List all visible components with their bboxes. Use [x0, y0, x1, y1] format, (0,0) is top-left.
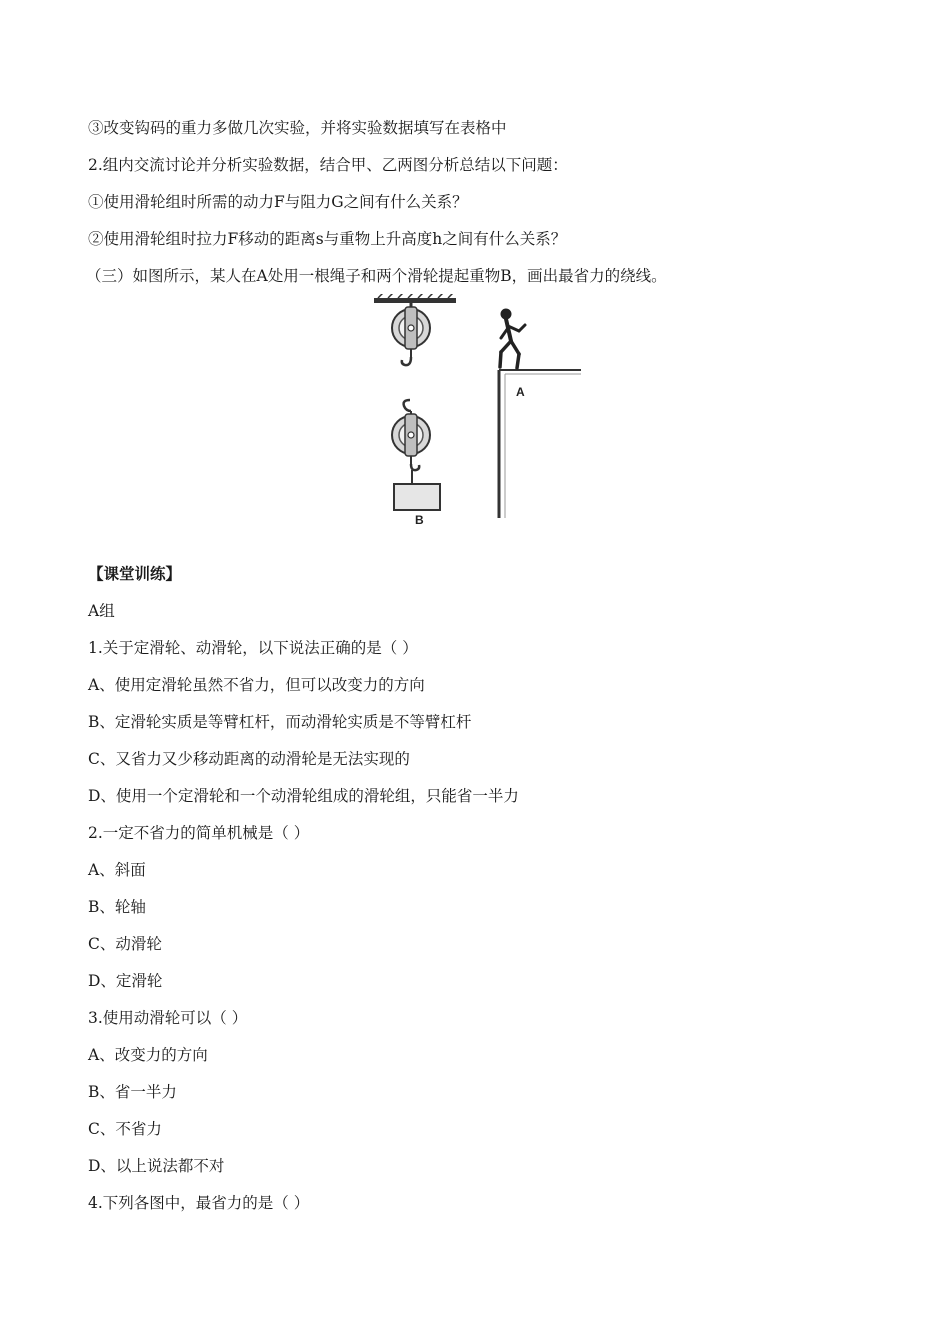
part-3-instruction: （三）如图所示，某人在A处用一根绳子和两个滑轮提起重物B，画出最省力的绕线。: [86, 267, 667, 285]
question-2-option-b: B、轮轴: [88, 898, 146, 916]
question-4-stem: 4.下列各图中，最省力的是（ ）: [88, 1194, 310, 1212]
question-3-option-d: D、以上说法都不对: [88, 1157, 225, 1175]
question-3-stem: 3.使用动滑轮可以（ ）: [88, 1009, 248, 1027]
question-force-relation: ①使用滑轮组时所需的动力F与阻力G之间有什么关系？: [88, 193, 468, 211]
question-2-option-c: C、动滑轮: [88, 935, 162, 953]
weight-b: [394, 484, 440, 527]
question-1-stem: 1.关于定滑轮、动滑轮，以下说法正确的是（ ）: [88, 639, 418, 657]
ledge: [499, 370, 581, 518]
group-label: A组: [88, 602, 115, 620]
question-3-option-b: B、省一半力: [88, 1083, 177, 1101]
label-a: A: [516, 385, 525, 399]
practice-heading: 【课堂训练】: [88, 564, 182, 583]
ceiling: [374, 294, 456, 303]
question-2-option-a: A、斜面: [88, 861, 146, 879]
question-2-option-d: D、定滑轮: [88, 972, 163, 990]
question-distance-relation: ②使用滑轮组时拉力F移动的距离s与重物上升高度h之间有什么关系？: [88, 230, 567, 248]
pulley-figure: [366, 294, 588, 530]
question-1-option-c: C、又省力又少移动距离的动滑轮是无法实现的: [88, 750, 410, 768]
step-3-text: ③改变钩码的重力多做几次实验，并将实验数据填写在表格中: [88, 119, 507, 137]
question-3-option-c: C、不省力: [88, 1120, 162, 1138]
step-2-title: 2.组内交流讨论并分析实验数据，结合甲、乙两图分析总结以下问题：: [88, 156, 568, 174]
question-1-option-a: A、使用定滑轮虽然不省力，但可以改变力的方向: [88, 676, 425, 694]
question-2-stem: 2.一定不省力的简单机械是（ ）: [88, 824, 310, 842]
label-b: B: [415, 513, 424, 527]
movable-pulley: [392, 400, 430, 484]
fixed-pulley: [392, 303, 430, 365]
question-1-option-b: B、定滑轮实质是等臂杠杆，而动滑轮实质是不等臂杠杆: [88, 713, 472, 731]
question-1-option-d: D、使用一个定滑轮和一个动滑轮组成的滑轮组，只能省一半力: [88, 787, 519, 805]
person: [500, 309, 525, 368]
question-3-option-a: A、改变力的方向: [88, 1046, 208, 1064]
